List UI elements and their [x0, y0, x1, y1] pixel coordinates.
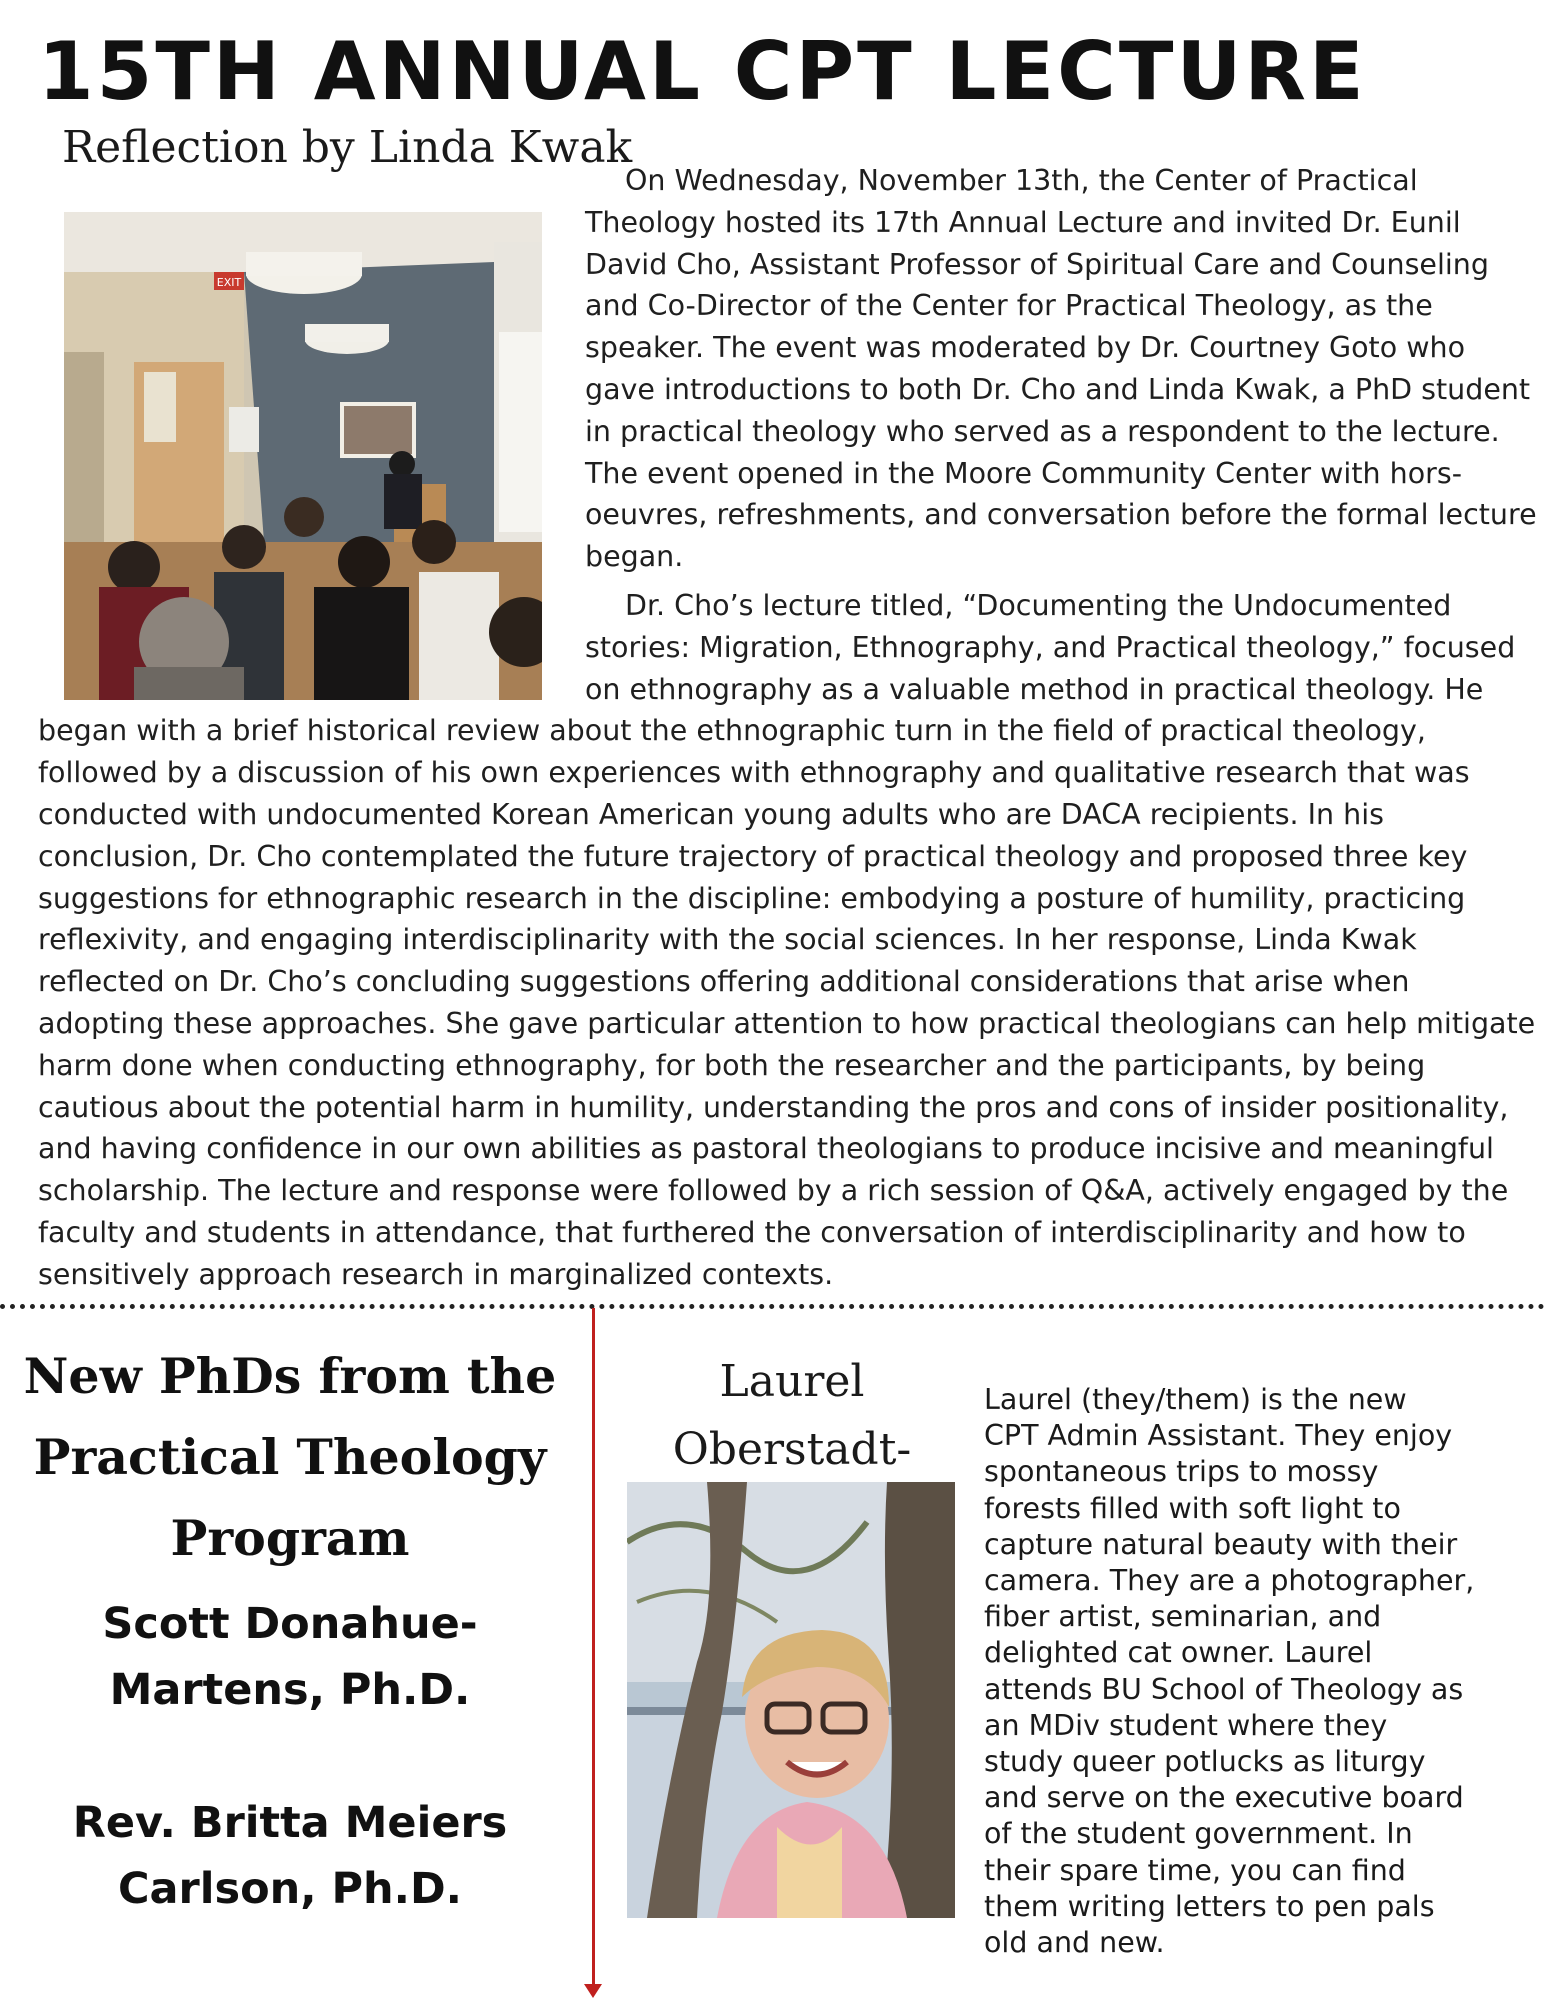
photo-float-space [38, 160, 585, 700]
portrait-photo [627, 1482, 955, 1918]
bio-line: attends BU School of Theology as [984, 1672, 1464, 1706]
article-paragraph: On Wednesday, November 13th, the Center of Practical Theology hosted its 17th Annual Lecture and invited Dr. Eunil David Cho, Assistant Professor of Spiritual Care and Counseling and Co-Director of the Center for Practical Theology, as the speaker. The event was moderated by Dr. Courtney Goto who gave introductions to both Dr. Cho and Linda Kwak, a PhD student in practical theology who served as a respondent to the lecture. The event opened in the Moore Community Center with hors-oeuvres, refreshments, and conversation before the formal lecture began. [585, 164, 1537, 574]
heading-line: New PhDs from the [23, 1347, 557, 1405]
article-paragraph: Dr. Cho’s lecture titled, “Documenting the Undocumented stories: Migration, Ethnography, and Practical theology,” focused on ethnography as a valuable method in practical theology. He began with a brief historical review about the ethnographic turn in the field of practical theology, followed by a discussion of his own experiences with ethnography and qualitative research that was conducted with undocumented Korean American young adults who are DACA recipients. In his conclusion, Dr. Cho contemplated the future trajectory of practical theology and proposed three key suggestions for ethnographic research in the discipline: embodying a posture of humility, practicing reflexivity, and engaging interdisciplinarity with the social sciences. In her response, Linda Kwak reflected on Dr. Cho’s concluding suggestions offering additional considerations that arise when adopting these approaches. She gave particular attention to how practical theologians can help mitigate harm done when conducting ethnography, for both the researcher and the participants, by being cautious about the potential harm in humility, understanding the pros and cons of insider positionality, and having confidence in our own abilities as pastoral theologians to produce incisive and meaningful scholarship. The lecture and response were followed by a rich session of Q&A, actively engaged by the faculty and students in attendance, that furthered the conversation of interdisciplinarity and how to sensitively approach research in marginalized contexts. [38, 588, 1536, 1291]
bio-line: an MDiv student where they [984, 1708, 1388, 1742]
column-divider [592, 1308, 595, 1990]
bio-line: camera. They are a photographer, [984, 1564, 1475, 1598]
bio-line: study queer potlucks as liturgy [984, 1745, 1426, 1779]
bio-line: spontaneous trips to mossy [984, 1455, 1379, 1489]
bio-line: Laurel (they/them) is the new [984, 1383, 1407, 1416]
lecture-article [38, 160, 1538, 1296]
bio-line: CPT Admin Assistant. They enjoy [984, 1419, 1453, 1453]
bio-line: fiber artist, seminarian, and [984, 1600, 1382, 1634]
bio-line: their spare time, you can find [984, 1853, 1406, 1887]
staff-name-line: Oberstadt- [672, 1424, 912, 1475]
bio-line: capture natural beauty with their [984, 1527, 1458, 1561]
staff-name-line: Laurel [719, 1356, 865, 1407]
bio-line: delighted cat owner. Laurel [984, 1636, 1373, 1670]
bio-line: them writing letters to pen pals [984, 1889, 1435, 1923]
page-title: 15TH ANNUAL CPT LECTURE [38, 25, 1367, 118]
new-phds-heading [20, 1336, 560, 1579]
graduate-name [40, 1591, 540, 1723]
bio-line: old and new. [984, 1926, 1165, 1960]
bio-line: and serve on the executive board [984, 1781, 1464, 1815]
graduate-name-line: Rev. Britta Meiers [72, 1798, 508, 1848]
graduate-name-line: Martens, Ph.D. [109, 1665, 471, 1715]
arrow-down-icon [584, 1984, 602, 1998]
exit-sign-text: EXIT [216, 276, 242, 289]
staff-bio [984, 1382, 1544, 1961]
byline: Reflection by Linda Kwak [62, 122, 633, 173]
graduate-name-line: Carlson, Ph.D. [117, 1864, 463, 1914]
bio-line: of the student government. In [984, 1817, 1413, 1851]
section-divider [0, 1304, 1545, 1309]
graduate-name-line: Scott Donahue- [102, 1599, 478, 1649]
heading-line: Practical Theology [33, 1428, 547, 1486]
bio-line: forests filled with soft light to [984, 1491, 1401, 1525]
graduate-name [40, 1790, 540, 1922]
heading-line: Program [170, 1509, 410, 1567]
